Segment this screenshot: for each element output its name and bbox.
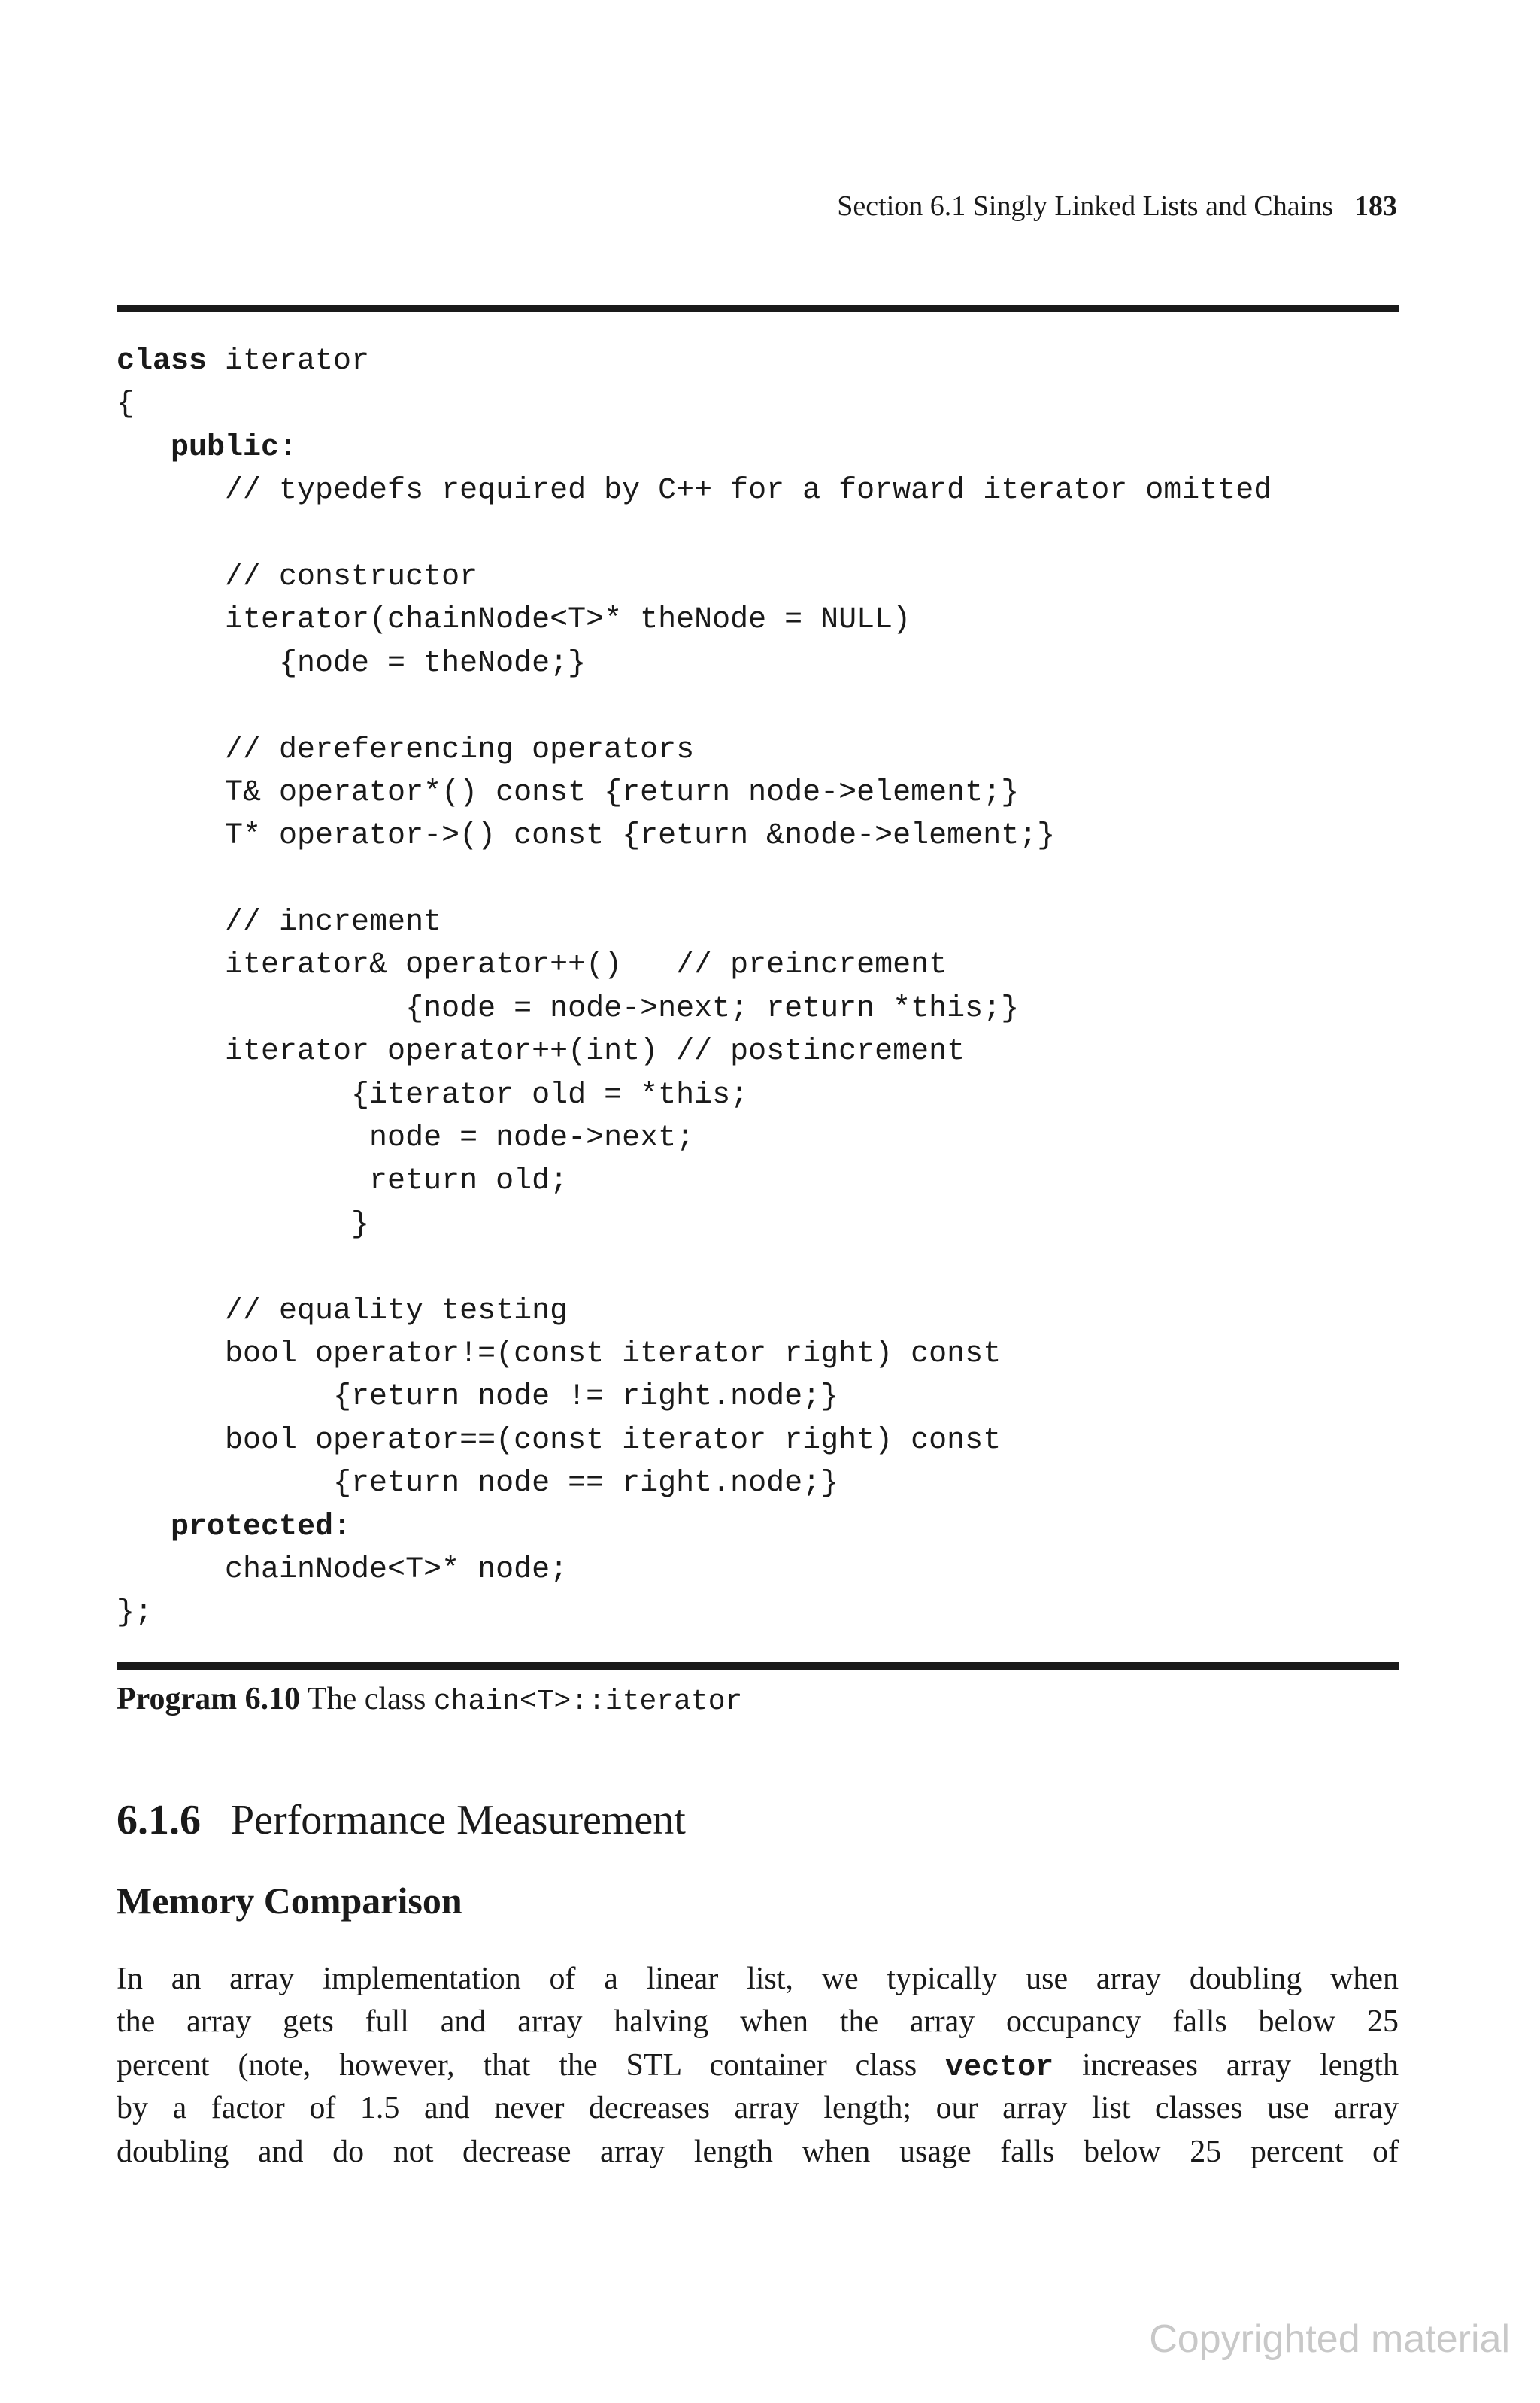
code-line: chainNode<T>* node; [117,1552,568,1587]
running-head-title: Section 6.1 Singly Linked Lists and Chains [837,190,1333,222]
code-line: // constructor [117,560,478,594]
code-line: // typedefs required by C++ for a forward iterator omitted [117,474,1272,508]
body-line: In an array implementation of a linear list, we typically use array doubling when [117,1962,1399,1996]
body-text-segment: increases array length [1053,2047,1399,2083]
code-line: }; [117,1596,153,1631]
code-line: {node = theNode;} [117,646,587,681]
body-paragraph [117,1958,1399,2174]
code-line: node = node->next; [117,1121,695,1156]
code-line: class iterator [117,344,370,378]
body-line: doubling and do not decrease array length when usage falls below 25 percent of [117,2134,1399,2169]
section-title: Performance Measurement [231,1797,686,1843]
code-line: } [117,1207,370,1242]
code-line: // equality testing [117,1294,568,1328]
code-line: iterator(chainNode<T>* theNode = NULL) [117,603,911,638]
body-line: by a factor of 1.5 and never decreases array length; our array list classes use array [117,2091,1399,2126]
subsection-heading: Memory Comparison [117,1880,462,1922]
page-number: 183 [1354,190,1397,222]
code-line [117,426,1272,469]
program-caption-label: Program 6.10 [117,1682,301,1716]
section-heading [117,1796,686,1844]
body-line [117,2044,1399,2087]
code-line: bool operator==(const iterator right) const [117,1423,1002,1458]
code-line: iterator& operator++() // preincrement [117,948,947,983]
code-line [117,858,1272,901]
code-line: T* operator->() const {return &node->element;} [117,819,1056,854]
program-bottom-rule [117,1662,1399,1670]
code-keyword: class [117,344,208,378]
code-line: T& operator*() const {return node->element;} [117,775,1020,810]
code-line: bool operator!=(const iterator right) const [117,1337,1002,1371]
code-line: iterator operator++(int) // postincrement [117,1035,966,1070]
body-line: the array gets full and array halving when the array occupancy falls below 25 [117,2004,1399,2040]
code-line: return old; [117,1164,568,1199]
code-line: {node = node->next; return *this;} [117,991,1020,1026]
code-line [117,1506,1272,1549]
program-caption-text: The class [300,1682,434,1716]
inline-code-vector: vector [945,2050,1054,2085]
code-line [117,513,1272,556]
program-caption-code: chain<T>::iterator [433,1685,743,1718]
section-number: 6.1.6 [117,1797,201,1843]
code-line: {return node != right.node;} [117,1380,839,1415]
running-head [837,190,1397,223]
code-line: // dereferencing operators [117,733,695,767]
code-keyword: public: [171,430,298,465]
code-keyword: protected: [171,1509,352,1544]
code-line [117,1246,1272,1289]
code-line [117,685,1272,728]
code-line: {iterator old = *this; [117,1078,749,1112]
code-line: { [117,387,135,422]
copyright-watermark: Copyrighted material [1149,2317,1510,2361]
program-caption [117,1681,742,1718]
program-code-block [117,340,1272,1635]
body-text-segment: percent (note, however, that the STL container class [117,2047,946,2083]
program-top-rule [117,305,1399,312]
code-line: {return node == right.node;} [117,1467,839,1501]
code-line: // increment [117,906,442,940]
